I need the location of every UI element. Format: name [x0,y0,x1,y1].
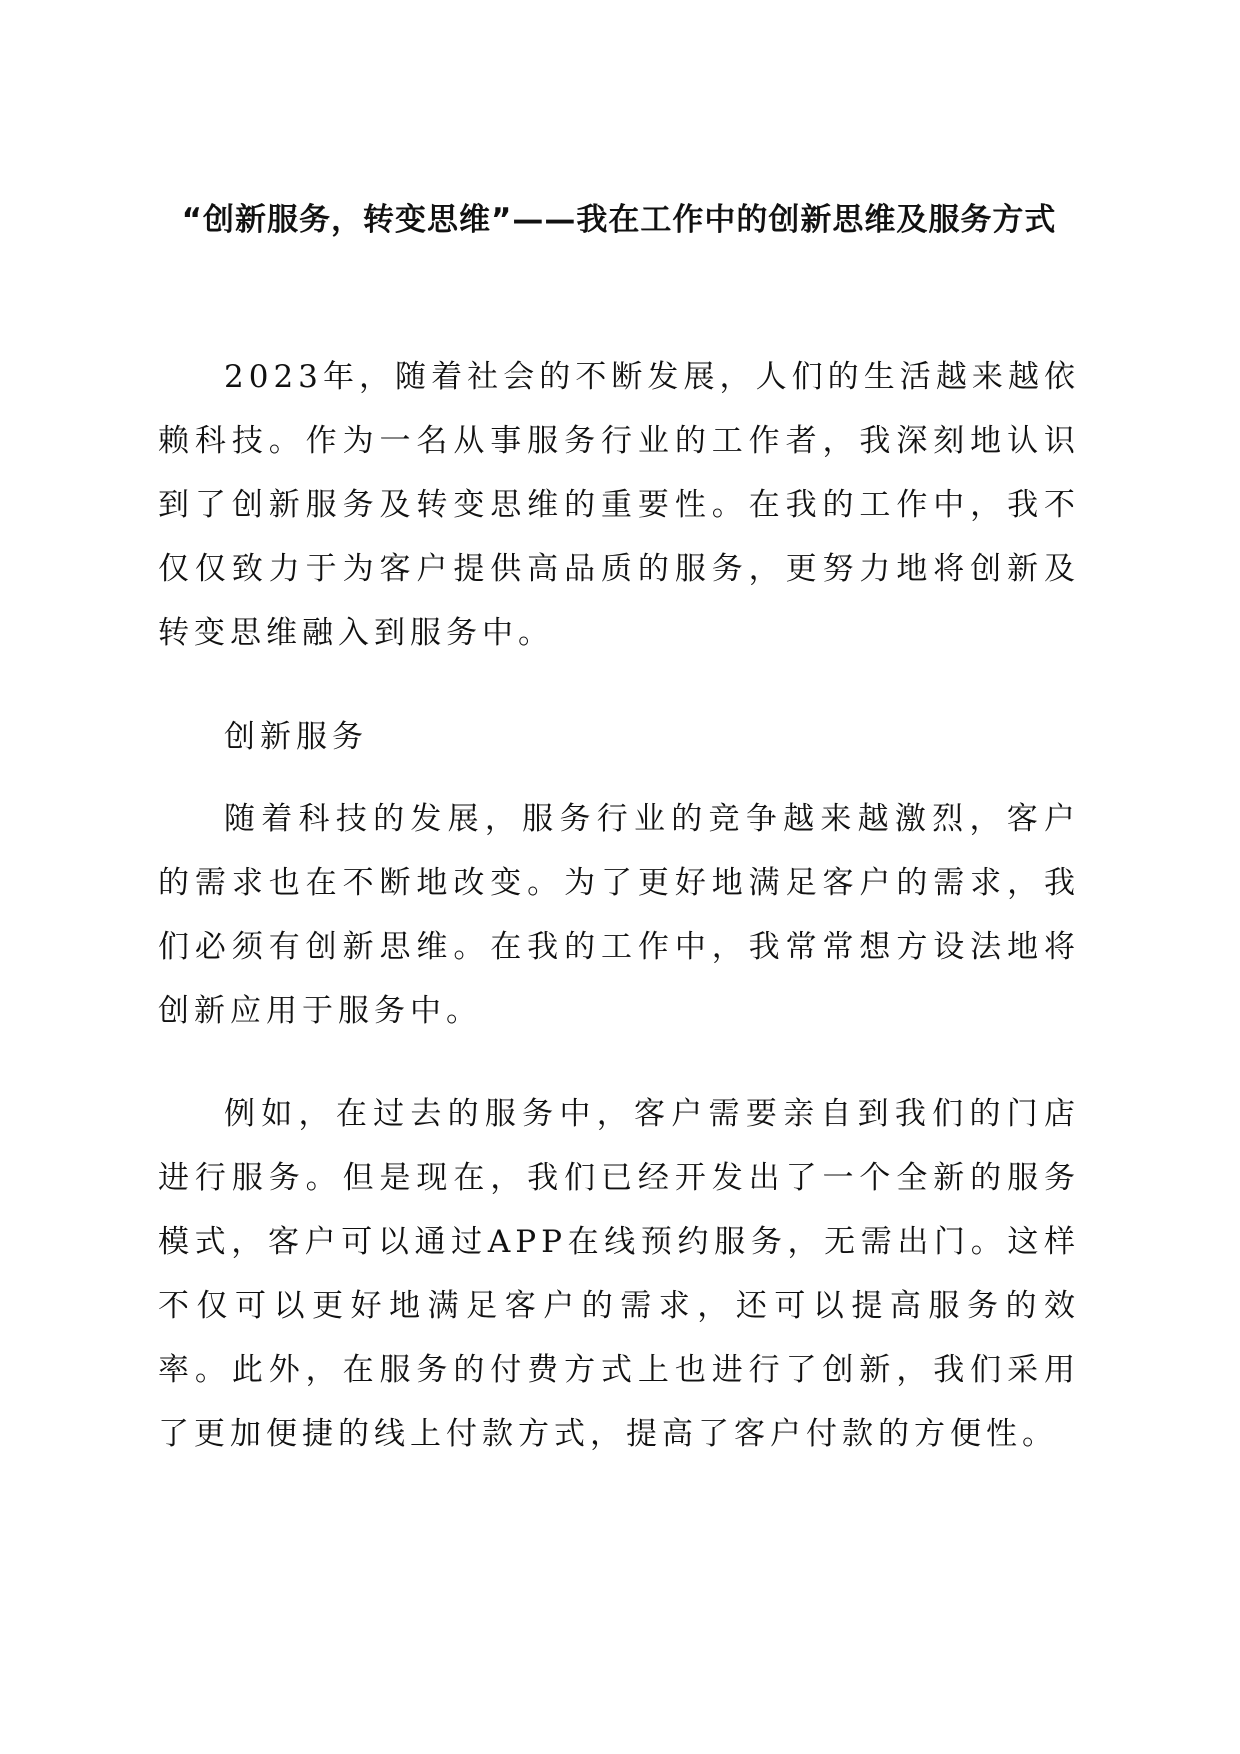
paragraph-innovation: 随着科技的发展，服务行业的竞争越来越激烈，客户的需求也在不断地改变。为了更好地满足客户的需求，我们必须有创新思维。在我的工作中，我常常想方设法地将创新应用于服务中。 [158,801,1080,1029]
document-page [158,0,1080,1754]
document-title: “创新服务，转变思维”——我在工作中的创新思维及服务方式 [181,202,1057,238]
section-heading: 创新服务 [224,719,368,755]
paragraph-intro: 2023年，随着社会的不断发展，人们的生活越来越依赖科技。作为一名从事服务行业的工作者，我深刻地认识到了创新服务及转变思维的重要性。在我的工作中，我不仅仅致力于为客户提供高品质的服务，更努力地将创新及转变思维融入到服务中。 [158,359,1080,651]
paragraph-example: 例如，在过去的服务中，客户需要亲自到我们的门店进行服务。但是现在，我们已经开发出了一个全新的服务模式，客户可以通过APP在线预约服务，无需出门。这样不仅可以更好地满足客户的需求，还可以提高服务的效率。此外，在服务的付费方式上也进行了创新，我们采用了更加便捷的线上付款方式，提高了客户付款的方便性。 [158,1096,1080,1452]
